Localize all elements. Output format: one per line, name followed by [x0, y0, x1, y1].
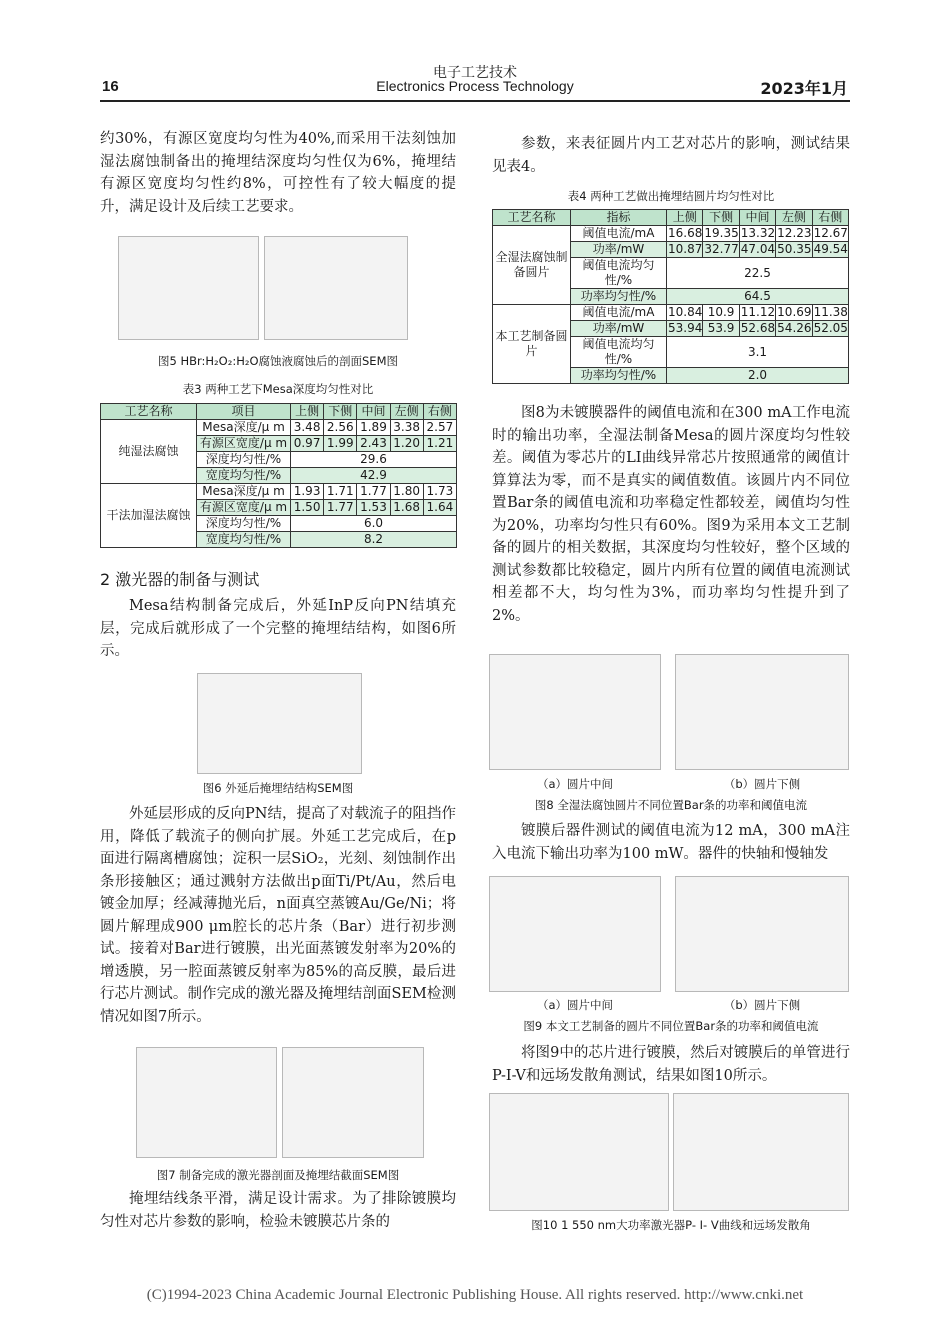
- table-3-value-cell: 1.71: [324, 484, 357, 500]
- figure-8a-subcaption: （a）圆片中间: [536, 777, 614, 791]
- table-4-value-cell: 52.68: [740, 321, 776, 335]
- figure-10a-piv: [489, 1093, 669, 1211]
- figure-10-caption: 图10 1 550 nm大功率激光器P- I- V曲线和远场发散角: [531, 1218, 811, 1232]
- table-3-value-cell: 1.20: [390, 436, 423, 452]
- table-3-header-cell: 工艺名称: [101, 404, 197, 420]
- table-4-group-name: 全湿法腐蚀制备圆片: [493, 226, 571, 305]
- figure-6-caption: 图6 外延后掩埋结结构SEM图: [202, 781, 354, 795]
- figure-10b-farfield: [673, 1093, 849, 1211]
- table-4-row: [493, 226, 849, 242]
- table-4-value-cell: 10.69: [777, 305, 812, 319]
- figure-7-caption: 图7 制备完成的激光器剖面及掩埋结截面SEM图: [156, 1168, 400, 1182]
- figure-8a-plot: [489, 654, 661, 770]
- table-4-value-cell: 12.23: [777, 226, 812, 240]
- table-4-value-cell: 52.05: [813, 321, 848, 335]
- table-3-value-cell: 2.43: [357, 436, 390, 452]
- table-4-item: 阈值电流均匀性/%: [571, 258, 667, 289]
- journal-title-cn: 电子工艺技术: [433, 65, 517, 81]
- left-para-3: 外延层形成的反向PN结，提高了对载流子的阻挡作用，降低了载流子的侧向扩展。外延工艺完成后，在p面进行隔离槽腐蚀；淀积一层SiO₂，光刻、刻蚀制作出条形接触区；通过溅射方法做出p面Ti/Pt/Au，然后电镀金加厚；经减薄抛光后，n面真空蒸镀Au/Ge/Ni；将圆片解理成900 μm腔长的芯片条（Bar）进行初步测试。接着对Bar进行镀膜，出光面蒸镀发射率为20%的增透膜，另一腔面蒸镀反射率为85%的高反膜，最后进行芯片测试。制作完成的激光器及掩埋结剖面SEM检测情况如图7所示。: [100, 806, 456, 1025]
- table-4-value-cell: 53.94: [668, 321, 703, 335]
- table-3-value-cell: 0.97: [291, 436, 324, 452]
- figure-5-caption: 图5 HBr:H₂O₂:H₂O腐蚀液腐蚀后的剖面SEM图: [158, 354, 398, 368]
- table-4-item: 阈值电流/mA: [571, 226, 667, 242]
- table-4-item: 功率/mW: [571, 321, 667, 337]
- table-4-header-row: [493, 210, 849, 226]
- table-4-header-cell: 右侧: [812, 210, 848, 226]
- figure-9-caption: 图9 本文工艺制备的圆片不同位置Bar条的功率和阈值电流: [523, 1019, 819, 1033]
- table-4-value-cell: 50.35: [777, 242, 812, 256]
- table-3-merged-cell: 8.2: [291, 532, 457, 548]
- figure-9a-subcaption: （a）圆片中间: [536, 998, 614, 1012]
- table-3-header-row: [101, 404, 457, 420]
- table-3-value-cell: 1.64: [423, 500, 456, 516]
- table-4-value-cell: 12.67: [813, 226, 848, 240]
- table-3-row: [101, 484, 457, 500]
- table-3-item: 有源区宽度/μ m: [197, 500, 291, 516]
- table-4-item: 功率/mW: [571, 242, 667, 258]
- table-3-item: 深度均匀性/%: [197, 516, 291, 532]
- table-3-value-cell: 2.57: [423, 420, 456, 436]
- table-3-item: 有源区宽度/μ m: [197, 436, 291, 452]
- table-4-value-cell: 53.9: [703, 321, 739, 337]
- table-4-merged-cell: 2.0: [667, 368, 849, 384]
- table-4-header-cell: 指标: [571, 210, 667, 226]
- table-3-value-cell: 1.93: [291, 484, 324, 500]
- table-3-value-cell: 1.80: [390, 484, 423, 500]
- table-3-header-cell: 下侧: [324, 404, 357, 420]
- table-3-item: 深度均匀性/%: [197, 452, 291, 468]
- table-3-value-cell: 1.21: [423, 436, 456, 452]
- table-4-value-cell: 11.12: [740, 305, 776, 319]
- table-3-merged-cell: 6.0: [291, 516, 457, 532]
- table-4-value-cell: 54.26: [777, 321, 812, 335]
- table-4-header-cell: 左侧: [776, 210, 812, 226]
- table-3-header-cell: 右侧: [423, 404, 456, 420]
- table-4-merged-cell: 64.5: [667, 289, 849, 305]
- table-4-item: 阈值电流/mA: [571, 305, 667, 321]
- table-4-merged-cell: 22.5: [667, 258, 849, 289]
- table-4-value-cell: 32.77: [704, 242, 739, 256]
- table-4-row: [493, 305, 849, 321]
- table-4-value-cell: 13.32: [740, 226, 776, 240]
- table-4-group-name: 本工艺制备圆片: [493, 305, 571, 384]
- figure-9b-subcaption: （b）圆片下侧: [723, 998, 801, 1012]
- right-para-2: 图8为未镀膜器件的阈值电流和在300 mA工作电流时的输出功率，全湿法制备Mesa的圆片深度均匀性较差。阈值为零芯片的LI曲线异常芯片按照通常的阈值计算算法为零，而不是真实的阈值数值。该圆片内不同位置Bar条的阈值电流和功率稳定性都较差，阈值均匀性为20%，功率均匀性只有60%。图9为采用本文工艺制备的圆片的相关数据，其深度均匀性较好，整个区域的测试参数都比较稳定，圆片内所有位置的阈值电流测试相差都不大，均匀性为3%，而功率均匀性提升到了2%。: [492, 405, 850, 624]
- table-4-item: 阈值电流均匀性/%: [571, 337, 667, 368]
- journal-title-en: Electronics Process Technology: [376, 78, 574, 94]
- section-2-heading: 2 激光器的制备与测试: [100, 570, 260, 589]
- table-3-item: Mesa深度/μ m: [197, 484, 291, 500]
- table-4-header-cell: 中间: [739, 210, 775, 226]
- figure-7b-sem: [282, 1047, 424, 1158]
- figure-8b-plot: [675, 654, 849, 770]
- figure-5b-sem: [264, 236, 408, 340]
- figure-8-caption: 图8 全湿法腐蚀圆片不同位置Bar条的功率和阈值电流: [534, 798, 808, 812]
- table-3-value-cell: 1.53: [357, 500, 390, 516]
- table-3-group-name: 纯湿法腐蚀: [101, 420, 197, 484]
- table-3-value-cell: 2.56: [324, 420, 357, 436]
- figure-5a-sem: [118, 236, 259, 340]
- table-3: [100, 403, 457, 548]
- copyright-footer: (C)1994-2023 China Academic Journal Electronic Publishing House. All rights reserved. http://www.cnki.net: [146, 1287, 804, 1303]
- table-3-item: 宽度均匀性/%: [197, 532, 291, 548]
- table-4-value-cell: 49.54: [813, 242, 848, 256]
- table-3-group-name: 干法加湿法腐蚀: [101, 484, 197, 548]
- table-4-header-cell: 上侧: [667, 210, 703, 226]
- figure-8b-subcaption: （b）圆片下侧: [723, 777, 801, 791]
- page-number: 16: [102, 78, 119, 95]
- table-3-item: Mesa深度/μ m: [197, 420, 291, 436]
- table-3-value-cell: 1.77: [324, 500, 357, 516]
- table-3-merged-cell: 29.6: [291, 452, 457, 468]
- right-para-4: 将图9中的芯片进行镀膜，然后对镀膜后的单管进行P-I-V和远场发散角测试，结果如图10所示。: [492, 1045, 850, 1084]
- table-4-merged-cell: 3.1: [667, 337, 849, 368]
- table-3-value-cell: 1.50: [291, 500, 324, 516]
- table-4-item: 功率均匀性/%: [571, 368, 667, 384]
- figure-6-sem: [197, 673, 362, 774]
- left-para-2: Mesa结构制备完成后，外延InP反向PN结填充层，完成后就形成了一个完整的掩埋结结构，如图6所示。: [100, 598, 456, 659]
- table-4-header-cell: 工艺名称: [493, 210, 571, 226]
- table-3-header-cell: 上侧: [291, 404, 324, 420]
- table-3-value-cell: 1.99: [324, 436, 357, 452]
- header-rule: [100, 100, 850, 102]
- table-4-header-cell: 下侧: [703, 210, 739, 226]
- table-3-row: [101, 420, 457, 436]
- table-3-value-cell: 1.68: [390, 500, 423, 516]
- table-4: [492, 209, 849, 384]
- table-4-value-cell: 10.87: [668, 242, 703, 256]
- table-3-value-cell: 1.73: [423, 484, 456, 500]
- table-4-caption: 表4 两种工艺做出掩埋结圆片均匀性对比: [567, 189, 775, 203]
- issue-date: 2023年1月: [760, 79, 848, 98]
- table-4-value-cell: 47.04: [740, 242, 776, 256]
- table-3-value-cell: 1.89: [357, 420, 390, 436]
- table-3-header-cell: 左侧: [390, 404, 423, 420]
- table-3-header-cell: 中间: [357, 404, 390, 420]
- figure-9a-plot: [489, 876, 661, 992]
- table-3-header-cell: 项目: [197, 404, 291, 420]
- table-4-item: 功率均匀性/%: [571, 289, 667, 305]
- table-3-value-cell: 1.77: [357, 484, 390, 500]
- left-para-4: 掩埋结线条平滑，满足设计需求。为了排除镀膜均匀性对芯片参数的影响，检验未镀膜芯片条的: [100, 1191, 456, 1230]
- table-3-value-cell: 3.48: [291, 420, 324, 436]
- table-3-merged-cell: 42.9: [291, 468, 457, 484]
- table-4-value-cell: 16.68: [668, 226, 703, 240]
- right-para-3: 镀膜后器件测试的阈值电流为12 mA，300 mA注入电流下输出功率为100 mW。器件的快轴和慢轴发: [492, 823, 850, 862]
- table-3-item: 宽度均匀性/%: [197, 468, 291, 484]
- figure-7a-sem: [136, 1047, 277, 1158]
- table-3-value-cell: 3.38: [390, 420, 423, 436]
- left-para-1: 约30%，有源区宽度均匀性为40%,而采用干法刻蚀加湿法腐蚀制备出的掩埋结深度均匀性仅为6%，掩埋结有源区宽度均匀性约8%，可控性有了较大幅度的提升，满足设计及后续工艺要求。: [100, 131, 456, 215]
- table-4-value-cell: 10.9: [703, 305, 739, 321]
- table-4-value-cell: 10.84: [668, 305, 703, 319]
- figure-9b-plot: [675, 876, 849, 992]
- right-para-1: 参数，来表征圆片内工艺对芯片的影响，测试结果见表4。: [492, 136, 850, 175]
- table-4-value-cell: 19.35: [704, 226, 739, 240]
- table-4-value-cell: 11.38: [813, 305, 848, 319]
- table-3-caption: 表3 两种工艺下Mesa深度均匀性对比: [182, 382, 374, 396]
